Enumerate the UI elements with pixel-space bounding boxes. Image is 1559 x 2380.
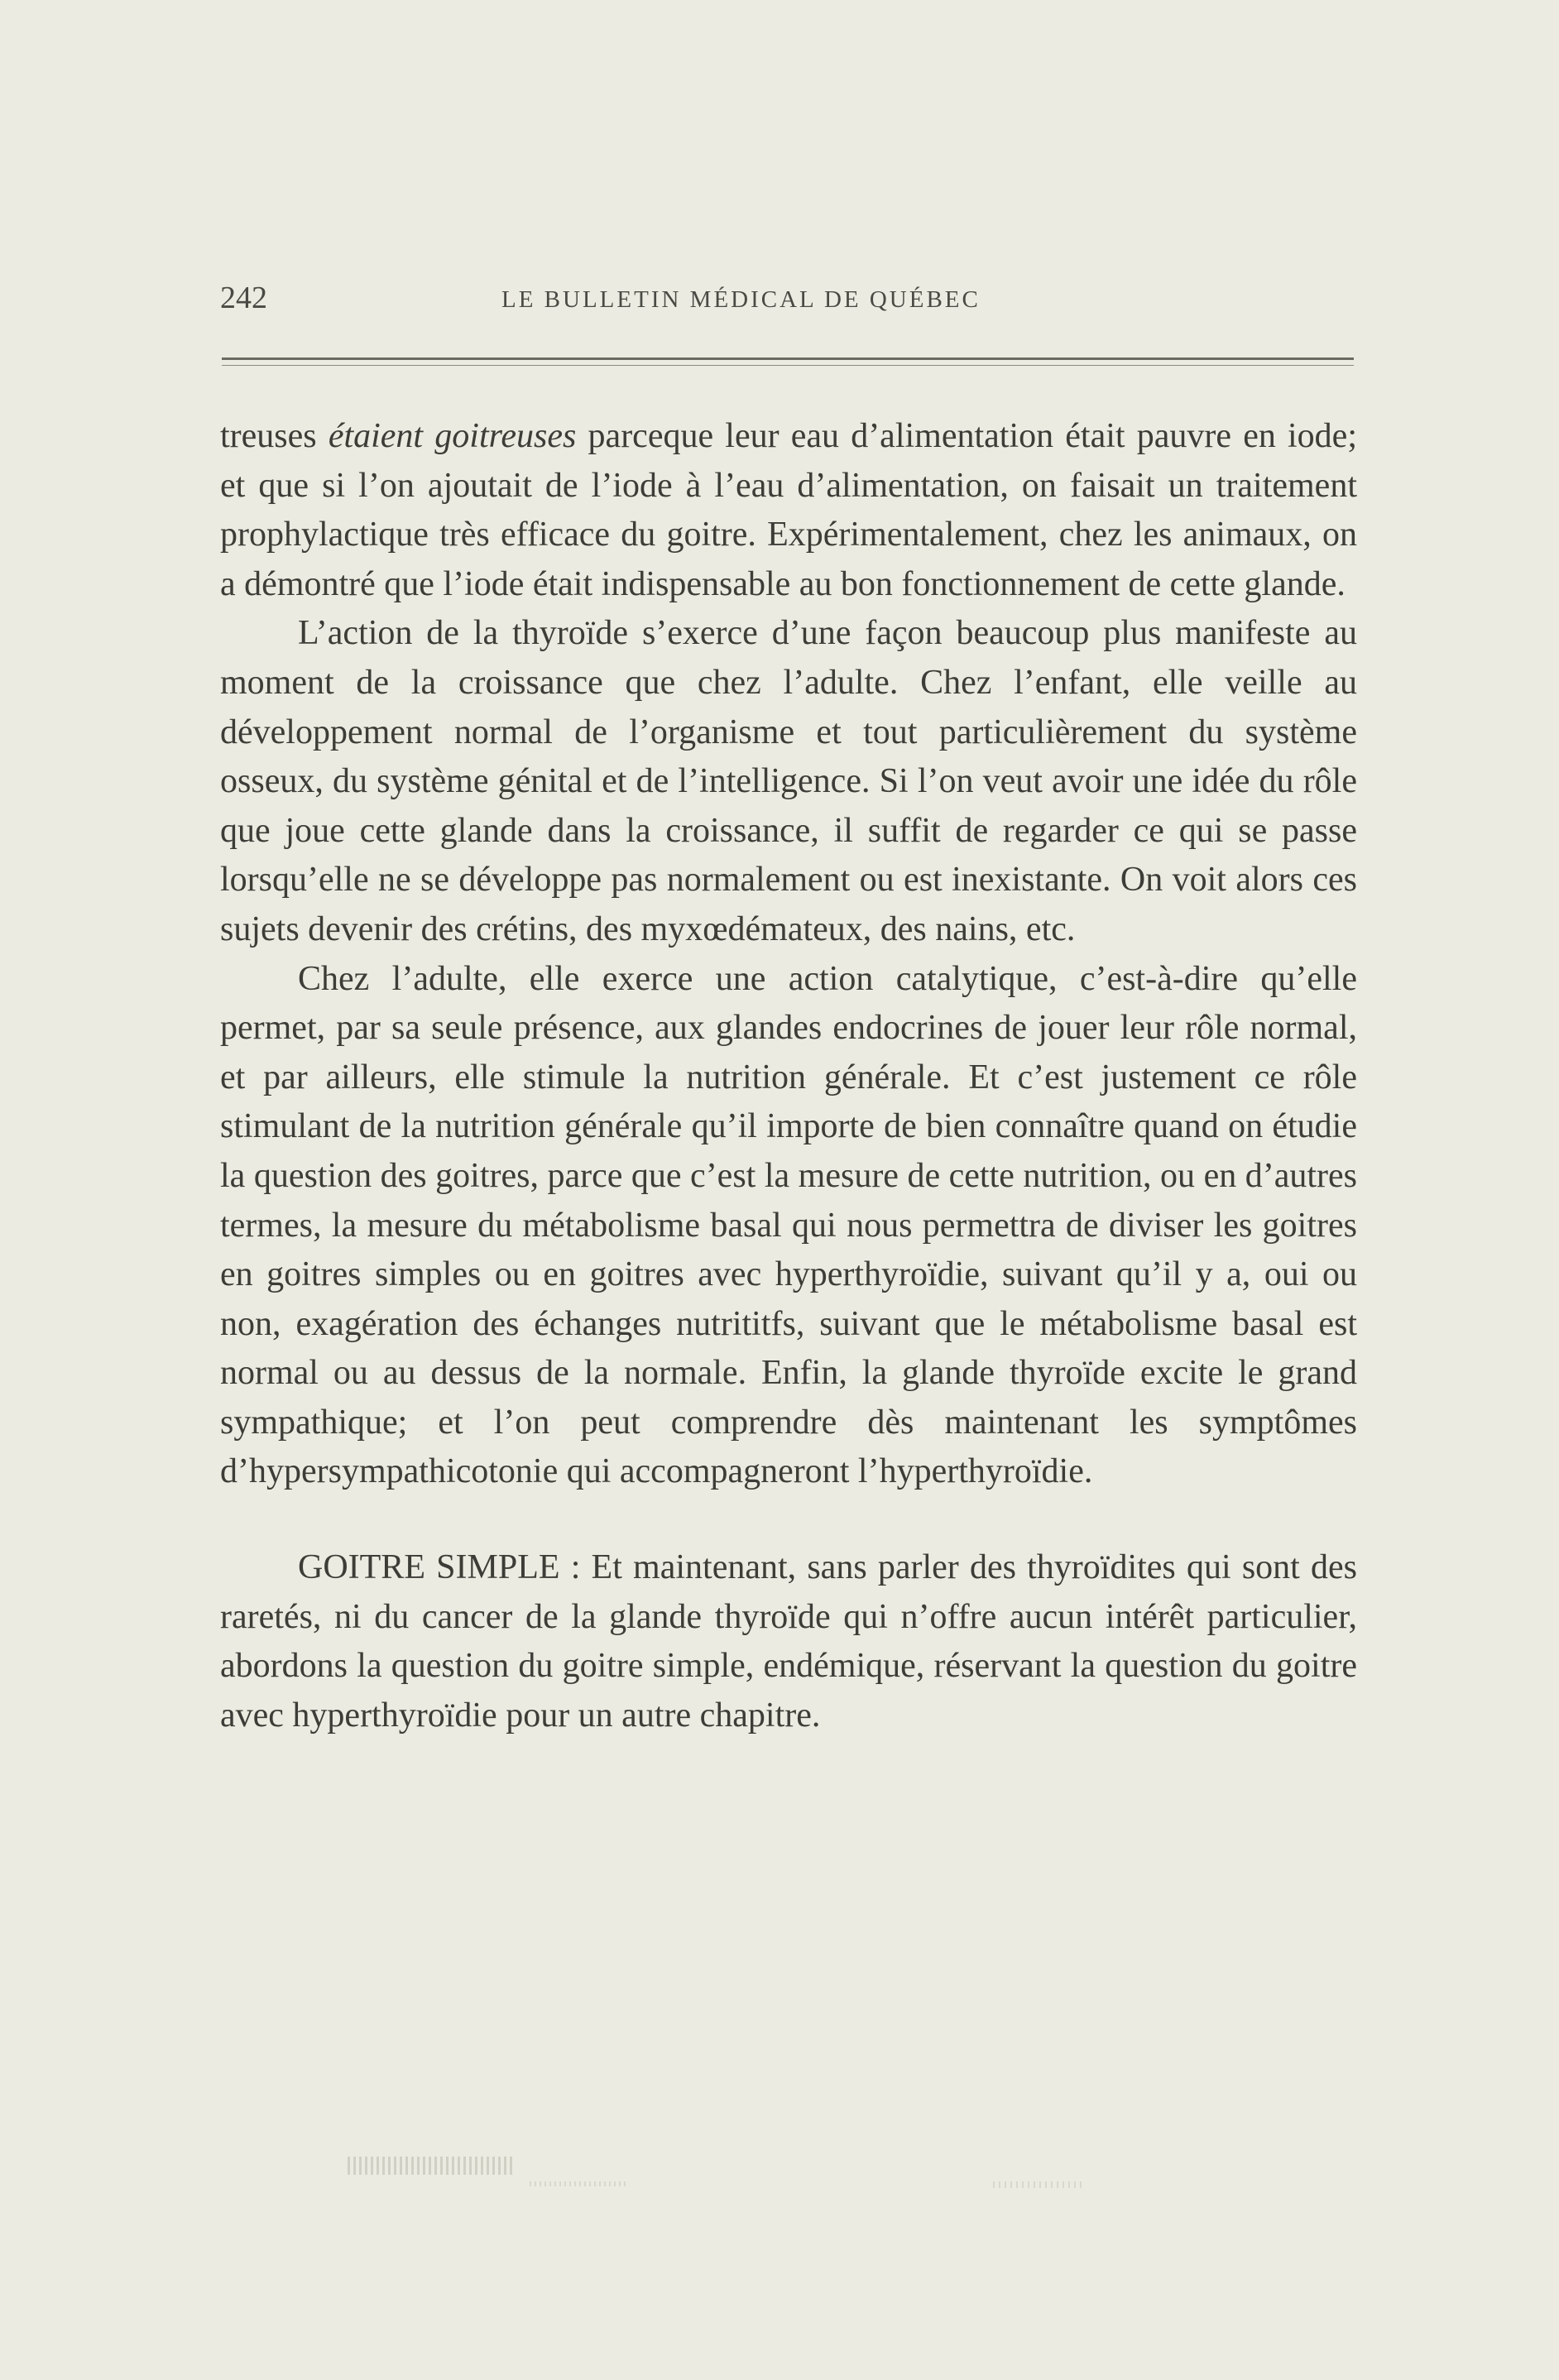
header-rule-thin bbox=[222, 365, 1354, 366]
print-smudge bbox=[530, 2181, 629, 2186]
print-smudge bbox=[993, 2181, 1084, 2188]
print-smudge bbox=[348, 2157, 513, 2175]
paragraph-text: parceque leur eau d’alimentation était pauvre en iode; et que si l’on ajoutait de l’iode à l’eau d’alimentation, on faisait un traitement prophylactique très efficace du goitre. Expérimentalement, chez les animaux, on a démontré que l’iode était indispensable au bon fonctionnement de cette glande. bbox=[220, 417, 1357, 603]
body-text bbox=[220, 412, 1357, 1740]
page-header bbox=[220, 280, 1354, 326]
paragraph-adult: Chez l’adulte, elle exerce une action catalytique, c’est-à-dire qu’elle permet, par sa seule présence, aux glandes endocrines de jouer leur rôle normal, et par ailleurs, elle stimule la nutrition générale. Et c’est justement ce rôle stimulant de la nutrition générale qu’il importe de bien connaître quand on étudie la question des goitres, parce que c’est la mesure de cette nutrition, ou en d’autres termes, la mesure du métabolisme basal qui nous permettra de diviser les goitres en goitres simples ou en goitres avec hyperthyroïdie, suivant qu’il y a, oui ou non, exagération des échanges nutrititfs, suivant que le métabolisme basal est normal ou au dessus de la normale. Enfin, la glande thyroïde excite le grand sympathique; et l’on peut comprendre dès maintenant les symptômes d’hypersympathicotonie qui accompagneront l’hyperthyroïdie. bbox=[220, 959, 1357, 1491]
paragraph-text: treuses bbox=[220, 417, 329, 455]
paragraph-thyroid-action: L’action de la thyroïde s’exerce d’une façon beaucoup plus manifeste au moment de la croissance que chez l’adulte. Chez l’enfant, elle veille au développement normal de l’organisme et tout particulièrement du système osseux, du système génital et de l’intelligence. Si l’on veut avoir une idée du rôle que joue cette glande dans la croissance, il suffit de regarder ce qui se passe lorsqu’elle ne se développe pas normalement ou est inexistante. On voit alors ces sujets devenir des crétins, des myxœdémateux, des nains, etc. bbox=[220, 614, 1357, 948]
italic-phrase: étaient goitreuses bbox=[328, 417, 577, 455]
paragraph-goitre-simple: GOITRE SIMPLE : Et maintenant, sans parler des thyroïdites qui sont des raretés, ni du cancer de la glande thyroïde qui n’offre aucun intérêt particulier, abordons la question du goitre simple, endémique, réservant la question du goitre avec hyperthyroïdie pour un autre chapitre. bbox=[220, 1548, 1357, 1735]
header-rule bbox=[222, 357, 1354, 360]
running-head: LE BULLETIN MÉDICAL DE QUÉBEC bbox=[501, 286, 981, 313]
paragraph-continuation bbox=[220, 412, 1357, 609]
page-number: 242 bbox=[220, 281, 267, 315]
